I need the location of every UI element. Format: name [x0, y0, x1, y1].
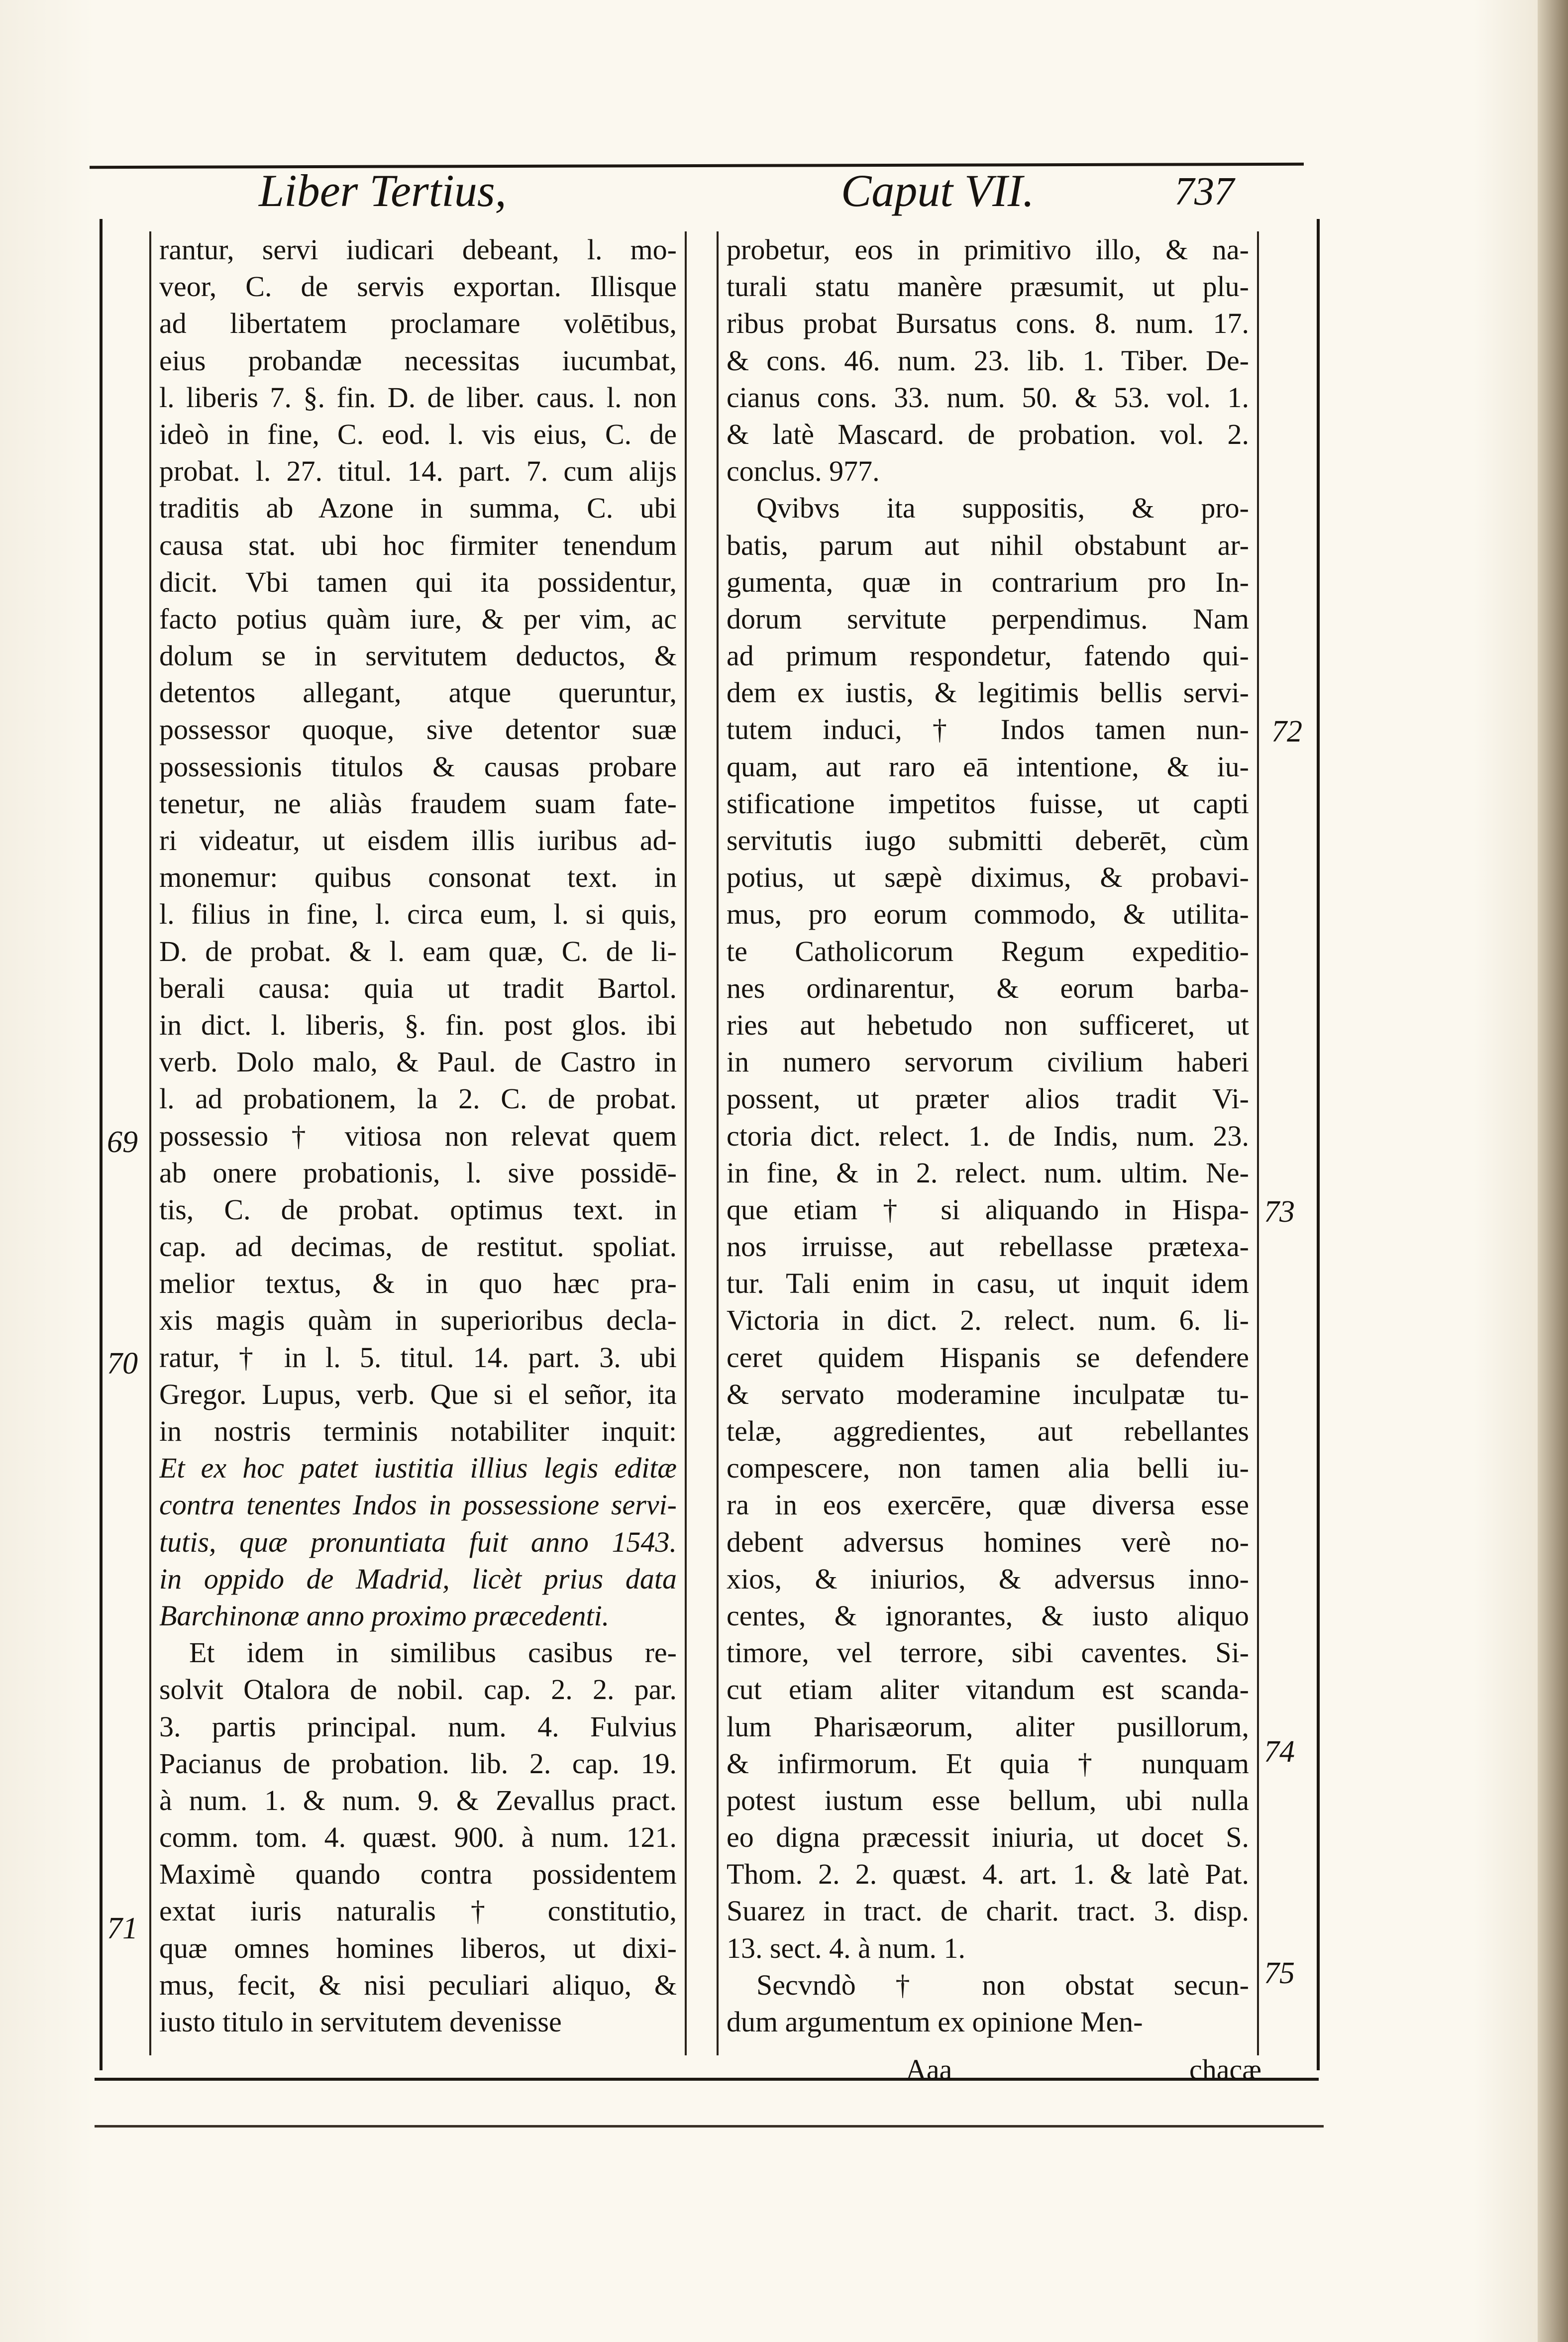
text-line: possessionis titulos & causas probare [159, 750, 677, 783]
text-line: dorum servitute perpendimus. Nam [727, 602, 1249, 635]
text-line: centes, & ignorantes, & iusto aliquo [727, 1599, 1249, 1632]
page-number: 737 [1174, 170, 1234, 213]
text-line: & servato moderamine inculpatæ tu- [727, 1378, 1249, 1410]
text-line: solvit Otalora de nobil. cap. 2. 2. par. [159, 1673, 677, 1706]
text-line: ad primum respondetur, fatendo qui- [727, 639, 1249, 672]
text-line: Pacianus de probation. lib. 2. cap. 19. [159, 1747, 677, 1780]
text-line: l. ad probationem, la 2. C. de probat. [159, 1082, 677, 1115]
text-line: tur. Tali enim in casu, ut inquit idem [727, 1267, 1249, 1300]
text-line: iusto titulo in servitutem devenisse [159, 2006, 562, 2038]
text-line: dum argumentum ex opinione Men- [727, 2006, 1143, 2038]
text-line: l. filius in fine, l. circa eum, l. si quis, [159, 898, 677, 931]
text-line: D. de probat. & l. eam quæ, C. de li- [159, 935, 677, 967]
signature-mark: Aaa [906, 2053, 952, 2086]
text-line: Barchinonæ anno proximo præcedenti. [159, 1599, 610, 1632]
text-line: extat iuris naturalis † constitutio, [159, 1895, 677, 1927]
text-line: ideò in fine, C. eod. l. vis eius, C. de [159, 418, 677, 450]
text-line: à num. 1. & num. 9. & Zevallus pract. [159, 1784, 677, 1816]
text-line: facto potius quàm iure, & per vim, ac [159, 602, 677, 635]
text-line: cap. ad decimas, de restitut. spoliat. [159, 1230, 677, 1263]
text-line: in numero servorum civilium haberi [727, 1046, 1249, 1078]
text-line: que etiam † si aliquando in Hispa- [727, 1193, 1249, 1226]
text-line: comm. tom. 4. quæst. 900. à num. 121. [159, 1821, 677, 1854]
margin-number-72: 72 [1271, 715, 1302, 748]
text-line: nes ordinarentur, & eorum barba- [727, 971, 1249, 1004]
text-line: Maximè quando contra possidentem [159, 1858, 677, 1891]
text-line: debent adversus homines verè no- [727, 1525, 1249, 1558]
text-line: timore, vel terrore, sibi caventes. Si- [727, 1636, 1249, 1669]
text-line: quæ omnes homines liberos, ut dixi- [159, 1931, 677, 1964]
text-line: compescere, non tamen alia belli iu- [727, 1452, 1249, 1485]
text-line: ra in eos exercēre, quæ diversa esse [727, 1489, 1249, 1521]
text-line: 3. partis principal. num. 4. Fulvius [159, 1710, 677, 1743]
text-line: eo digna præcessit iniuria, ut docet S. [727, 1821, 1249, 1854]
text-line: potius, ut sæpè diximus, & probavi- [727, 861, 1249, 894]
right-text-column [717, 231, 1259, 2055]
text-line: detentos allegant, atque queruntur, [159, 676, 677, 709]
text-line: ribus probat Bursatus cons. 8. num. 17. [727, 307, 1249, 340]
text-line: gumenta, quæ in contrarium pro In- [727, 565, 1249, 598]
margin-number-74: 74 [1264, 1735, 1295, 1769]
text-line: tenetur, ne aliàs fraudem suam fate- [159, 787, 677, 820]
outer-rule [95, 2125, 1324, 2128]
text-line: ab onere probationis, l. sive possidē- [159, 1156, 677, 1189]
text-line: possessor quoque, sive detentor suæ [159, 713, 677, 746]
text-line: veor, C. de servis exportan. Illisque [159, 270, 677, 303]
bottom-rule [95, 2078, 1319, 2081]
text-line: ceret quidem Hispanis se defendere [727, 1341, 1249, 1374]
text-line: quam, aut raro eā intentione, & iu- [727, 750, 1249, 783]
text-line: l. liberis 7. §. fin. D. de liber. caus. l. non [159, 381, 677, 414]
text-line: conclus. 977. [727, 455, 880, 488]
text-line: turali statu manère præsumit, ut plu- [727, 270, 1249, 303]
text-line: rantur, servi iudicari debeant, l. mo- [159, 233, 677, 266]
running-head-chapter: Caput VII. [841, 165, 1035, 216]
running-head-book: Liber Tertius, [259, 165, 507, 216]
text-line: ries aut hebetudo non sufficeret, ut [727, 1008, 1249, 1041]
text-line: tutem induci, † Indos tamen nun- [727, 713, 1249, 746]
margin-number-75: 75 [1264, 1956, 1295, 1990]
text-line: traditis ab Azone in summa, C. ubi [159, 492, 677, 525]
text-line: ri videatur, ut eisdem illis iuribus ad- [159, 824, 677, 856]
text-line: xis magis quàm in superioribus decla- [159, 1304, 677, 1337]
margin-number-70: 70 [107, 1347, 138, 1381]
text-line: xios, & iniurios, & adversus inno- [727, 1562, 1249, 1595]
text-line: Victoria in dict. 2. relect. num. 6. li- [727, 1304, 1249, 1337]
left-text-column [149, 231, 687, 2055]
text-line: possessio † vitiosa non relevat quem [159, 1119, 677, 1152]
text-line: Gregor. Lupus, verb. Que si el señor, ita [159, 1378, 677, 1410]
text-line: in dict. l. liberis, §. fin. post glos. ibi [159, 1008, 677, 1041]
text-line: berali causa: quia ut tradit Bartol. [159, 971, 677, 1004]
text-line: melior textus, & in quo hæc pra- [159, 1267, 677, 1300]
catchword: chacæ [1189, 2053, 1261, 2086]
text-line: mus, pro eorum commodo, & utilita- [727, 898, 1249, 931]
text-line: telæ, aggredientes, aut rebellantes [727, 1415, 1249, 1447]
text-line: Et idem in similibus casibus re- [189, 1636, 677, 1669]
text-line: verb. Dolo malo, & Paul. de Castro in [159, 1046, 677, 1078]
text-line: possent, ut præter alios tradit Vi- [727, 1082, 1249, 1115]
text-line: 13. sect. 4. à num. 1. [727, 1931, 966, 1964]
text-line: cianus cons. 33. num. 50. & 53. vol. 1. [727, 381, 1249, 414]
text-line: & cons. 46. num. 23. lib. 1. Tiber. De- [727, 344, 1249, 377]
text-line: ratur, † in l. 5. titul. 14. part. 3. ubi [159, 1341, 677, 1374]
text-line: in nostris terminis notabiliter inquit: [159, 1415, 677, 1447]
text-line: lum Pharisæorum, aliter pusillorum, [727, 1710, 1249, 1743]
text-line: Secvndò † non obstat secun- [756, 1968, 1249, 2001]
text-line: dolum se in servitutem deductos, & [159, 639, 677, 672]
text-line: tis, C. de probat. optimus text. in [159, 1193, 677, 1226]
text-line: ad libertatem proclamare volētibus, [159, 307, 677, 340]
text-line: Et ex hoc patet iustitia illius legis editæ [159, 1452, 677, 1485]
text-line: mus, fecit, & nisi peculiari aliquo, & [159, 1968, 677, 2001]
text-line: probetur, eos in primitivo illo, & na- [727, 233, 1249, 266]
margin-number-73: 73 [1264, 1195, 1295, 1229]
text-line: in fine, & in 2. relect. num. ultim. Ne- [727, 1156, 1249, 1189]
text-line: potest iustum esse bellum, ubi nulla [727, 1784, 1249, 1816]
text-line: cut etiam aliter vitandum est scanda- [727, 1673, 1249, 1706]
text-line: eius probandæ necessitas iucumbat, [159, 344, 677, 377]
text-line: contra tenentes Indos in possessione servi- [159, 1489, 677, 1521]
text-line: servitutis iugo submitti deberēt, cùm [727, 824, 1249, 856]
margin-number-71: 71 [107, 1912, 138, 1945]
text-line: nos irruisse, aut rebellasse prætexa- [727, 1230, 1249, 1263]
text-line: probat. l. 27. titul. 14. part. 7. cum alijs [159, 455, 677, 488]
book-gutter [1538, 0, 1568, 2342]
text-line: monemur: quibus consonat text. in [159, 861, 677, 894]
text-line: in oppido de Madrid, licèt prius data [159, 1562, 677, 1595]
text-line: dicit. Vbi tamen qui ita possidentur, [159, 565, 677, 598]
text-line: stificatione impetitos fuisse, ut capti [727, 787, 1249, 820]
text-line: te Catholicorum Regum expeditio- [727, 935, 1249, 967]
text-line: tutis, quæ pronuntiata fuit anno 1543. [159, 1525, 677, 1558]
text-line: Suarez in tract. de charit. tract. 3. disp. [727, 1895, 1249, 1927]
text-line: causa stat. ubi hoc firmiter tenendum [159, 529, 677, 561]
text-line: Qvibvs ita suppositis, & pro- [756, 492, 1249, 525]
margin-number-69: 69 [107, 1125, 138, 1159]
text-line: & infirmorum. Et quia † nunquam [727, 1747, 1249, 1780]
text-line: ctoria dict. relect. 1. de Indis, num. 23. [727, 1119, 1249, 1152]
text-line: & latè Mascard. de probation. vol. 2. [727, 418, 1249, 450]
text-line: batis, parum aut nihil obstabunt ar- [727, 529, 1249, 561]
text-line: dem ex iustis, & legitimis bellis servi- [727, 676, 1249, 709]
text-line: Thom. 2. 2. quæst. 4. art. 1. & latè Pat. [727, 1858, 1249, 1891]
